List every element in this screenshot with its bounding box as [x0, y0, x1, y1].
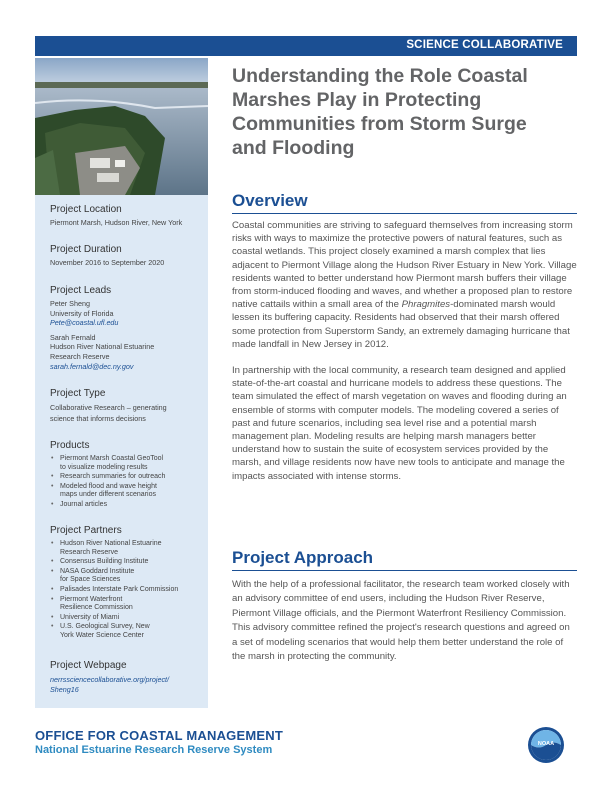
leads-heading: Project Leads	[50, 285, 112, 296]
duration-text: November 2016 to September 2020	[50, 258, 165, 267]
footer-system: National Estuarine Research Reserve System	[35, 744, 273, 756]
partners-list	[50, 540, 202, 641]
location-heading: Project Location	[50, 204, 122, 215]
noaa-logo-text: NOAA	[537, 741, 555, 747]
header-label: SCIENCE COLLABORATIVE	[406, 39, 563, 51]
overview-paragraph-1	[232, 219, 577, 351]
list-item: • Consensus Building Institute	[60, 558, 202, 567]
type-line-1: Collaborative Research – generating	[50, 403, 167, 412]
webpage-heading: Project Webpage	[50, 660, 127, 671]
lead1-name: Peter Sheng	[50, 299, 90, 308]
overview-p1-text: Coastal communities are striving to safeguard themselves from increasing storm risks with ways to maximize the protective powers of natural features, such as coastal wetlands. This project closely examined a marsh complex that lies adjacent to Piermont Village along the Hudson River Estuary in New York. Village residents wanted to better understand how Piermont marsh buffers their village from storm-induced flooding and waves, and whether a proposed plan to restore native cattails within a small area of the	[232, 220, 577, 311]
overview-paragraph-2: In partnership with the local community, a research team designed and applied state-of-the-art coastal and hurricane models to address these questions. The team simulated the effect of marsh vegetation on waves and flooding during an ensemble of storms with computer models. The modeling covered a series of past and future scenarios, including sea level rise and a potential marsh management plan. Modeling results are helping marsh managers better understand how to sustain the suite of ecosystem services provided by the marsh, and village residents now have new tools to anticipate and manage the impacts associated with intense storms.	[232, 365, 567, 482]
noaa-logo-icon	[527, 726, 565, 764]
list-item: • Journal articles	[60, 501, 202, 510]
list-item: • U.S. Geological Survey, New York Water Science Center	[60, 623, 202, 640]
type-line-2: science that informs decisions	[50, 414, 146, 423]
lead2-email-link[interactable]: sarah.fernald@dec.ny.gov	[50, 361, 134, 371]
list-item: • Piermont Marsh Coastal GeoTool to visualize modeling results	[60, 455, 202, 472]
overview-heading-wrap	[232, 191, 577, 214]
list-item: • Hudson River National Estuarine Research Reserve	[60, 540, 202, 557]
overview-p1-text-2: -dominated marsh would lessen its buffering capacity. Residents had observed that their marsh offered some protection from Superstorm Sandy, an extremely damaging hurricane that made landfall in New Jersey in 2012.	[232, 299, 570, 350]
partners-heading: Project Partners	[50, 525, 122, 536]
list-item: • Piermont Waterfront Resilience Commission	[60, 596, 202, 613]
sidebar-duration	[50, 244, 202, 268]
header-bar	[35, 36, 577, 56]
approach-heading: Project Approach	[232, 548, 374, 567]
list-item: • NASA Goddard Institute for Space Sciences	[60, 568, 202, 585]
location-text: Piermont Marsh, Hudson River, New York	[50, 218, 183, 227]
noaa-logo	[527, 726, 565, 764]
overview-body	[232, 219, 577, 483]
type-heading: Project Type	[50, 388, 106, 399]
footer-office: OFFICE FOR COASTAL MANAGEMENT	[35, 728, 283, 743]
list-item: • Palisades Interstate Park Commission	[60, 586, 202, 595]
sidebar-leads	[50, 285, 202, 371]
approach-body	[232, 578, 577, 664]
approach-heading-wrap	[232, 548, 577, 571]
lead1-org: University of Florida	[50, 308, 114, 318]
lead2-org-line2: Research Reserve	[50, 351, 110, 361]
page-title: Understanding the Role Coastal Marshes Play in Protecting Communities from Storm Surge and Flooding	[232, 65, 528, 159]
products-list	[50, 455, 202, 510]
lead2-org-line1: Hudson River National Estuarine	[50, 342, 155, 352]
approach-paragraph-1: With the help of a professional facilitator, the research team worked closely with an advisory committee of end users, including the Hudson River Reserve, Piermont Village officials, and the Piermont Waterfront Resiliency Commission. This advisory committee refined the project's research questions and agreed on a set of modeling scenarios that would help them better understand the role of the marsh in protecting the community.	[232, 579, 570, 663]
duration-heading: Project Duration	[50, 244, 122, 255]
products-heading: Products	[50, 440, 90, 451]
aerial-photo	[35, 58, 208, 195]
overview-heading: Overview	[232, 191, 308, 210]
list-item: • Research summaries for outreach	[60, 473, 202, 482]
webpage-link-line2[interactable]: Sheng16	[50, 684, 79, 694]
sidebar-type	[50, 388, 202, 424]
list-item: • University of Miami	[60, 614, 202, 623]
sidebar-products	[50, 440, 202, 511]
sidebar-location	[50, 204, 202, 228]
lead2-name: Sarah Fernald	[50, 332, 96, 342]
aerial-photo-image	[35, 58, 208, 195]
overview-p1-italic: Phragmites	[401, 299, 451, 311]
webpage-link-line1[interactable]: nerrssciencecollaborative.org/project/	[50, 675, 170, 684]
sidebar-webpage	[50, 660, 202, 694]
list-item: • Modeled flood and wave height maps under different scenarios	[60, 483, 202, 500]
sidebar-partners	[50, 525, 202, 642]
lead1-email-link[interactable]: Pete@coastal.ufl.edu	[50, 318, 119, 328]
